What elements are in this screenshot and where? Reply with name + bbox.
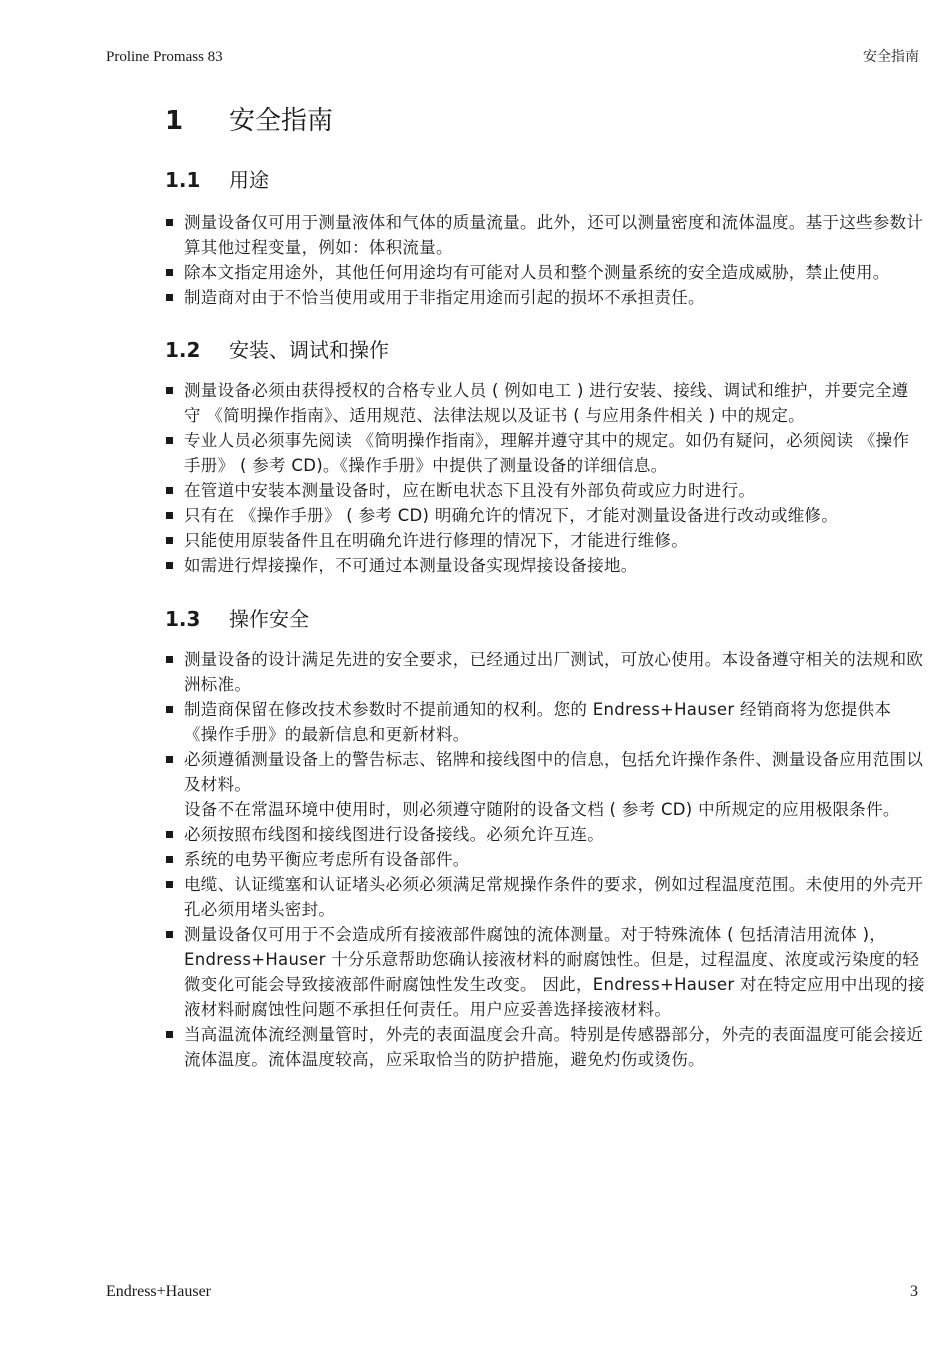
- section-title: 安装、调试和操作: [229, 338, 389, 362]
- bullet-icon: [166, 562, 173, 569]
- list-item: 只有在 《操作手册》 ( 参考 CD) 明确允许的情况下，才能对测量设备进行改动或维修。: [165, 503, 925, 528]
- bullet-icon: [166, 931, 173, 938]
- list-item: 只能使用原装备件且在明确允许进行修理的情况下，才能进行维修。: [165, 528, 925, 553]
- bullet-icon: [166, 387, 173, 394]
- section-list-1-3: [165, 647, 925, 1072]
- section-heading-1-1: [165, 164, 925, 193]
- list-item: 当高温流体流经测量管时，外壳的表面温度会升高。特别是传感器部分，外壳的表面温度可能会接近流体温度。流体温度较高，应采取恰当的防护措施，避免灼伤或烫伤。: [165, 1022, 925, 1072]
- page-content: [165, 100, 925, 1072]
- page-number: 3: [910, 1283, 918, 1300]
- list-item: 电缆、认证缆塞和认证堵头必须必须满足常规操作条件的要求，例如过程温度范围。未使用的外壳开孔必须用堵头密封。: [165, 872, 925, 922]
- section-list-1-1: [165, 210, 925, 310]
- header-product-name: Proline Promass 83: [106, 49, 223, 65]
- bullet-icon: [166, 831, 173, 838]
- bullet-icon: [166, 1031, 173, 1038]
- bullet-icon: [166, 219, 173, 226]
- list-item: 测量设备仅可用于不会造成所有接液部件腐蚀的流体测量。对于特殊流体 ( 包括清洁用流体 )，Endress+Hauser 十分乐意帮助您确认接液材料的耐腐蚀性。但是，过程温度、浓度或污染度的轻微变化可能会导致接液部件耐腐蚀性发生改变。 因此，Endress+Hauser 对在特定应用中出现的接液材料耐腐蚀性问题不承担任何责任。用户应妥善选择接液材料。: [165, 922, 925, 1022]
- list-item: 制造商保留在修改技术参数时不提前通知的权利。您的 Endress+Hauser 经销商将为您提供本 《操作手册》的最新信息和更新材料。: [165, 697, 925, 747]
- footer-brand: Endress+Hauser: [106, 1283, 211, 1300]
- list-item: 专业人员必须事先阅读 《简明操作指南》，理解并遵守其中的规定。如仍有疑问，必须阅读 《操作手册》 ( 参考 CD)。《操作手册》中提供了测量设备的详细信息。: [165, 428, 925, 478]
- section-title: 操作安全: [229, 607, 309, 631]
- header-section-title: 安全指南: [863, 49, 919, 65]
- section-heading-1-2: [165, 334, 925, 363]
- section-list-1-2: [165, 378, 925, 578]
- bullet-icon: [166, 656, 173, 663]
- list-item: 必须遵循测量设备上的警告标志、铭牌和接线图中的信息，包括允许操作条件、测量设备应用范围以及材料。: [165, 747, 925, 797]
- chapter-title: 安全指南: [229, 106, 334, 136]
- bullet-icon: [166, 294, 173, 301]
- list-item: 测量设备仅可用于测量液体和气体的质量流量。此外，还可以测量密度和流体温度。基于这些参数计算其他过程变量，例如：体积流量。: [165, 210, 925, 260]
- list-item: 必须按照布线图和接线图进行设备接线。必须允许互连。: [165, 822, 925, 847]
- list-item-continuation: 设备不在常温环境中使用时，则必须遵守随附的设备文档 ( 参考 CD) 中所规定的应用极限条件。: [184, 800, 900, 819]
- list-item: 除本文指定用途外，其他任何用途均有可能对人员和整个测量系统的安全造成威胁，禁止使用。: [165, 260, 925, 285]
- section-number: 1.2: [165, 338, 201, 362]
- section-number: 1.3: [165, 607, 201, 631]
- bullet-icon: [166, 856, 173, 863]
- bullet-icon: [166, 487, 173, 494]
- bullet-icon: [166, 706, 173, 713]
- section-number: 1.1: [165, 168, 201, 192]
- list-item: 制造商对由于不恰当使用或用于非指定用途而引起的损坏不承担责任。: [165, 285, 925, 310]
- bullet-icon: [166, 512, 173, 519]
- section-title: 用途: [229, 168, 269, 192]
- chapter-number: 1: [165, 106, 184, 136]
- list-item: 测量设备的设计满足先进的安全要求，已经通过出厂测试，可放心使用。本设备遵守相关的法规和欧洲标准。: [165, 647, 925, 697]
- list-item: 系统的电势平衡应考虑所有设备部件。: [165, 847, 925, 872]
- bullet-icon: [166, 756, 173, 763]
- list-item: 在管道中安装本测量设备时，应在断电状态下且没有外部负荷或应力时进行。: [165, 478, 925, 503]
- bullet-icon: [166, 881, 173, 888]
- section-heading-1-3: [165, 603, 925, 632]
- bullet-icon: [166, 437, 173, 444]
- list-item: 测量设备必须由获得授权的合格专业人员 ( 例如电工 ) 进行安装、接线、调试和维护，并要完全遵守 《简明操作指南》、适用规范、法律法规以及证书 ( 与应用条件相关 ) 中的规定。: [165, 378, 925, 428]
- bullet-icon: [166, 269, 173, 276]
- list-item: 如需进行焊接操作，不可通过本测量设备实现焊接设备接地。: [165, 553, 925, 578]
- bullet-icon: [166, 537, 173, 544]
- chapter-heading: [165, 100, 925, 140]
